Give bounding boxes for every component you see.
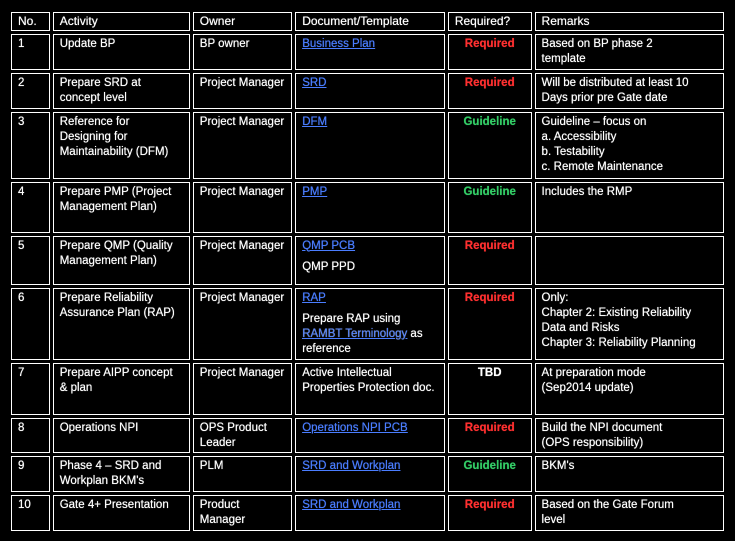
cell-activity: Prepare SRD at concept level xyxy=(53,73,190,109)
remark-line: a. Accessibility xyxy=(541,131,617,144)
cell-no: 2 xyxy=(11,73,50,109)
cell-document xyxy=(295,236,445,285)
table-row xyxy=(11,418,724,454)
cell-required: Required xyxy=(448,34,532,70)
table-row xyxy=(11,236,724,285)
remark-line: Based on the Gate Forum xyxy=(541,499,674,512)
remark-line: At preparation mode xyxy=(541,367,646,380)
activity-table xyxy=(8,9,727,534)
doc-text-aipp: Active Intellectual Properties Protection doc. xyxy=(302,367,435,395)
doc-text-rap-note xyxy=(302,312,438,357)
cell-remarks xyxy=(535,73,724,109)
cell-activity: Update BP xyxy=(53,34,190,70)
cell-owner: PLM xyxy=(193,456,292,492)
cell-document xyxy=(295,495,445,531)
header-no: No. xyxy=(11,12,50,31)
table-row xyxy=(11,34,724,70)
cell-activity: Prepare PMP (Project Management Plan) xyxy=(53,182,190,233)
doc-link-srd-and-workplan[interactable]: SRD and Workplan xyxy=(302,499,401,512)
doc-link-rambt-terminology[interactable]: RAMBT Terminology xyxy=(302,327,408,340)
cell-no: 7 xyxy=(11,363,50,414)
doc-link-qmp-pcb[interactable]: QMP PCB xyxy=(302,239,356,252)
cell-no: 3 xyxy=(11,112,50,178)
remark-line: c. Remote Maintenance xyxy=(541,161,663,174)
table-row xyxy=(11,182,724,233)
remark-line: Build the NPI document xyxy=(541,421,663,434)
doc-link-dfm[interactable]: DFM xyxy=(302,116,328,129)
cell-remarks xyxy=(535,363,724,414)
table-row xyxy=(11,73,724,109)
cell-required: Required xyxy=(448,418,532,454)
header-required: Required? xyxy=(448,12,532,31)
cell-remarks xyxy=(535,288,724,361)
remark-line: Includes the RMP xyxy=(541,185,633,198)
cell-owner: Project Manager xyxy=(193,73,292,109)
remark-line: Days prior pre Gate date xyxy=(541,92,668,105)
cell-required: Required xyxy=(448,236,532,285)
cell-activity: Reference for Designing for Maintainability (DFM) xyxy=(53,112,190,178)
cell-required: Required xyxy=(448,495,532,531)
cell-required: Guideline xyxy=(448,182,532,233)
cell-remarks xyxy=(535,495,724,531)
remark-line: template xyxy=(541,53,586,66)
header-owner: Owner xyxy=(193,12,292,31)
cell-required: Guideline xyxy=(448,112,532,178)
cell-owner: Project Manager xyxy=(193,236,292,285)
header-remarks: Remarks xyxy=(535,12,724,31)
remark-line: Chapter 2: Existing Reliability Data and Risks xyxy=(541,306,692,334)
cell-document xyxy=(295,288,445,361)
cell-required: Required xyxy=(448,288,532,361)
cell-owner: OPS Product Leader xyxy=(193,418,292,454)
remark-line: Based on BP phase 2 xyxy=(541,38,653,51)
cell-remarks xyxy=(535,34,724,70)
cell-required: TBD xyxy=(448,363,532,414)
cell-no: 8 xyxy=(11,418,50,454)
cell-owner: Product Manager xyxy=(193,495,292,531)
cell-document xyxy=(295,456,445,492)
cell-owner: Project Manager xyxy=(193,112,292,178)
doc-text-qmp-ppd: QMP PPD xyxy=(302,260,356,273)
table-row xyxy=(11,363,724,414)
doc-link-srd-and-workplan[interactable]: SRD and Workplan xyxy=(302,460,401,473)
cell-activity: Phase 4 – SRD and Workplan BKM's xyxy=(53,456,190,492)
header-activity: Activity xyxy=(53,12,190,31)
cell-owner: Project Manager xyxy=(193,288,292,361)
cell-no: 1 xyxy=(11,34,50,70)
cell-activity: Prepare QMP (Quality Management Plan) xyxy=(53,236,190,285)
cell-document xyxy=(295,363,445,414)
table-row xyxy=(11,495,724,531)
remark-line: Guideline – focus on xyxy=(541,116,647,129)
remark-line: Will be distributed at least 10 xyxy=(541,77,689,90)
cell-no: 9 xyxy=(11,456,50,492)
remark-line: Chapter 3: Reliability Planning xyxy=(541,336,696,349)
doc-link-pmp[interactable]: PMP xyxy=(302,185,328,198)
cell-no: 5 xyxy=(11,236,50,285)
cell-document xyxy=(295,34,445,70)
cell-document xyxy=(295,112,445,178)
doc-link-srd[interactable]: SRD xyxy=(302,77,327,90)
cell-no: 4 xyxy=(11,182,50,233)
remark-line: (Sep2014 update) xyxy=(541,382,634,395)
remark-line: Only: xyxy=(541,291,569,304)
remark-line: b. Testability xyxy=(541,146,605,159)
cell-no: 10 xyxy=(11,495,50,531)
cell-document xyxy=(295,182,445,233)
cell-remarks xyxy=(535,456,724,492)
cell-owner: Project Manager xyxy=(193,182,292,233)
cell-document xyxy=(295,73,445,109)
cell-document xyxy=(295,418,445,454)
cell-activity: Prepare AIPP concept & plan xyxy=(53,363,190,414)
cell-activity: Prepare Reliability Assurance Plan (RAP) xyxy=(53,288,190,361)
cell-activity: Operations NPI xyxy=(53,418,190,454)
cell-owner: BP owner xyxy=(193,34,292,70)
cell-owner: Project Manager xyxy=(193,363,292,414)
cell-no: 6 xyxy=(11,288,50,361)
doc-text-rap-pre: Prepare RAP using xyxy=(302,312,401,325)
cell-required: Guideline xyxy=(448,456,532,492)
table-header-row xyxy=(11,12,724,31)
cell-remarks xyxy=(535,182,724,233)
header-document-template: Document/Template xyxy=(295,12,445,31)
cell-remarks xyxy=(535,418,724,454)
doc-link-operations-npi-pcb[interactable]: Operations NPI PCB xyxy=(302,421,408,434)
doc-link-rap[interactable]: RAP xyxy=(302,291,326,304)
table-row xyxy=(11,112,724,178)
remark-line: BKM's xyxy=(541,460,575,473)
doc-text-rap-post: as reference xyxy=(302,327,423,355)
remark-line: (OPS responsibility) xyxy=(541,436,644,449)
cell-remarks xyxy=(535,112,724,178)
cell-activity: Gate 4+ Presentation xyxy=(53,495,190,531)
remark-line: level xyxy=(541,514,566,527)
doc-link-business-plan[interactable]: Business Plan xyxy=(302,38,376,51)
cell-remarks xyxy=(535,236,724,285)
table-row xyxy=(11,456,724,492)
table-row xyxy=(11,288,724,361)
cell-required: Required xyxy=(448,73,532,109)
